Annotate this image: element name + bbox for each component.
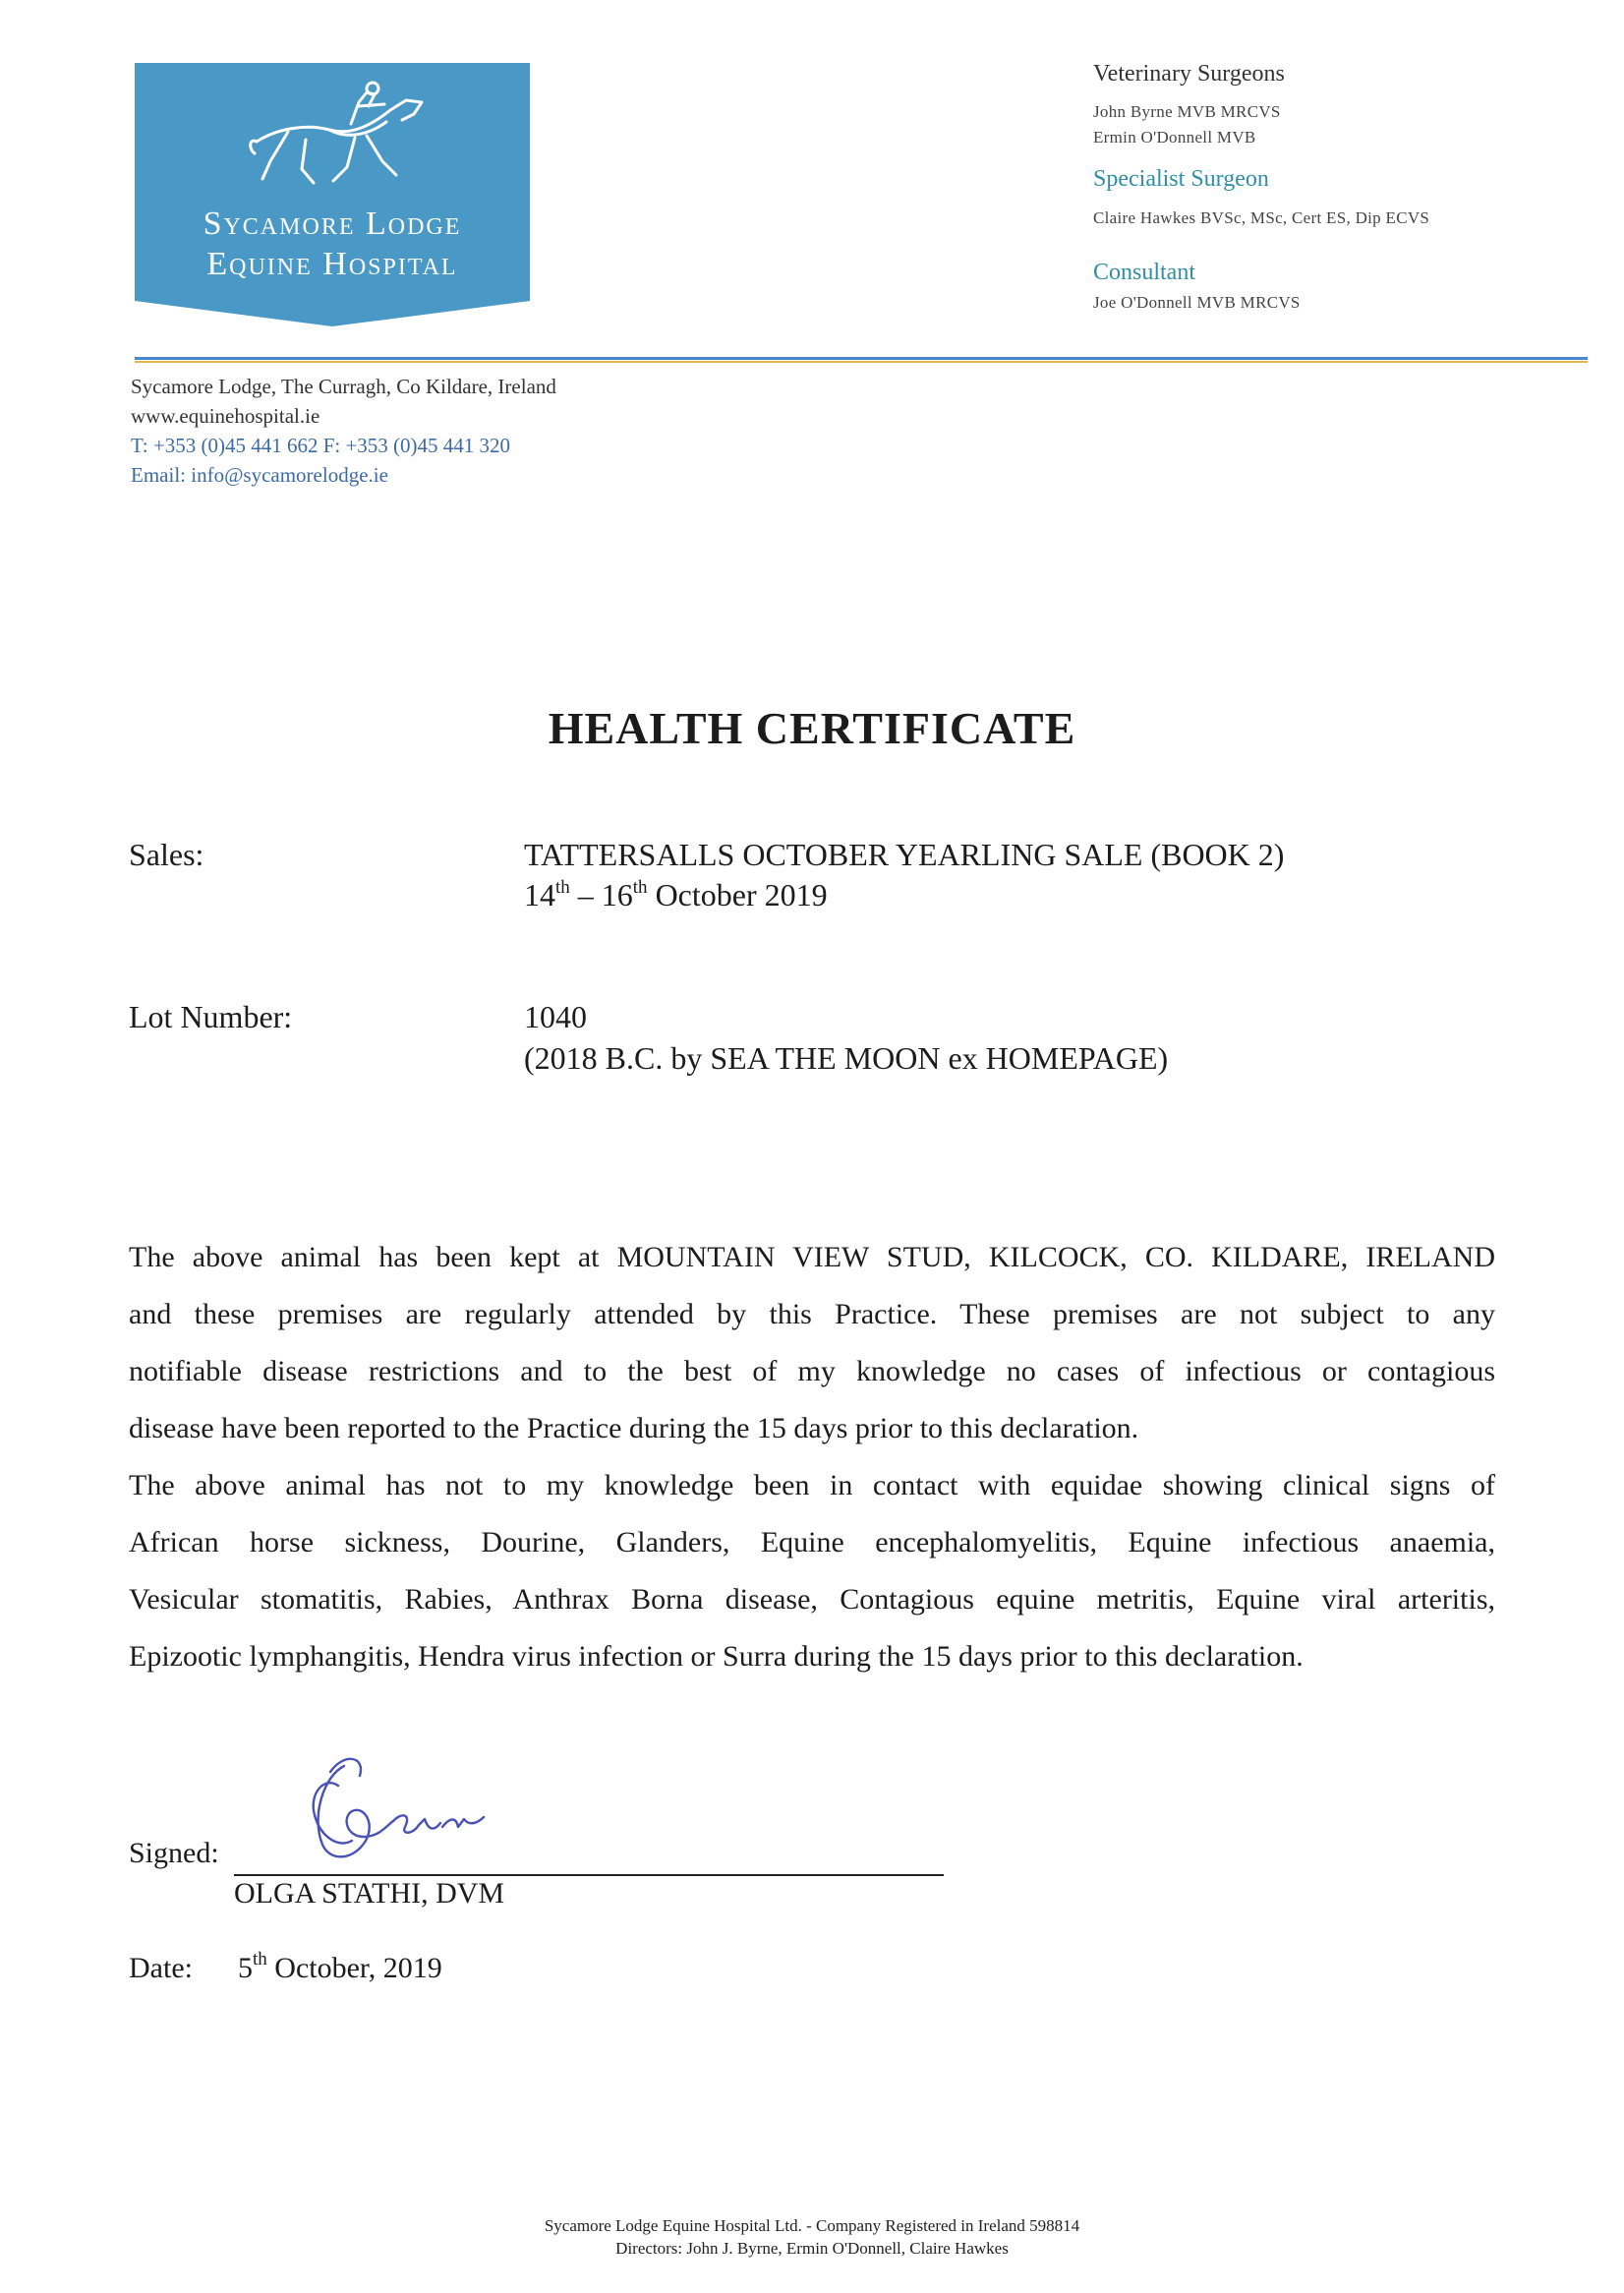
consultant-name: Joe O'Donnell MVB MRCVS: [1093, 293, 1301, 312]
date-label: Date:: [129, 1952, 193, 1984]
vets-heading: Veterinary Surgeons: [1093, 61, 1285, 87]
declaration-line: The above animal has not to my knowledge been in contact with equidae showing clinical signs of: [129, 1469, 1495, 1501]
document-title: HEALTH CERTIFICATE: [548, 703, 1076, 753]
lot-number: 1040: [524, 999, 587, 1034]
footer-company: Sycamore Lodge Equine Hospital Ltd. - Company Registered in Ireland 598814: [544, 2216, 1080, 2235]
declaration-line: and these premises are regularly attended by this Practice. These premises are not subject to any: [129, 1298, 1495, 1330]
declaration-line: disease have been reported to the Practice during the 15 days prior to this declaration.: [129, 1412, 1139, 1444]
declaration-line: Vesicular stomatitis, Rabies, Anthrax Borna disease, Contagious equine metritis, Equine viral arteritis,: [129, 1583, 1495, 1616]
signed-label: Signed:: [129, 1837, 219, 1869]
hospital-logo: [135, 63, 530, 326]
sales-label: Sales:: [129, 837, 204, 872]
header-divider: [135, 357, 1588, 360]
sales-dates: 14th – 16th October 2019: [524, 877, 828, 912]
logo-line-1: Sycamore Lodge: [203, 206, 462, 242]
signatory-name: OLGA STATHI, DVM: [234, 1877, 505, 1910]
logo-line-2: Equine Hospital: [206, 246, 458, 282]
specialist-heading: Specialist Surgeon: [1093, 166, 1269, 192]
declaration-line: notifiable disease restrictions and to the best of my knowledge no cases of infectious or contagious: [129, 1355, 1495, 1387]
declaration-line: Epizootic lymphangitis, Hendra virus infection or Surra during the 15 days prior to this declaration.: [129, 1640, 1304, 1673]
header-divider-accent: [135, 361, 1588, 363]
vet-name-1: John Byrne MVB MRCVS: [1093, 102, 1281, 121]
lot-description: (2018 B.C. by SEA THE MOON ex HOMEPAGE): [524, 1040, 1169, 1076]
email: Email: info@sycamorelodge.ie: [131, 463, 388, 487]
footer-directors: Directors: John J. Byrne, Ermin O'Donnell, Claire Hawkes: [615, 2239, 1009, 2258]
vet-name-2: Ermin O'Donnell MVB: [1093, 128, 1256, 147]
phone-fax: T: +353 (0)45 441 662 F: +353 (0)45 441 320: [131, 434, 511, 457]
racehorse-jockey-icon: [249, 81, 435, 189]
consultant-heading: Consultant: [1093, 260, 1196, 285]
handwritten-signature: [295, 1746, 511, 1874]
signature-date: 5th October, 2019: [238, 1949, 442, 1984]
declaration-line: The above animal has been kept at MOUNTAIN VIEW STUD, KILCOCK, CO. KILDARE, IRELAND: [129, 1241, 1495, 1273]
specialist-name: Claire Hawkes BVSc, MSc, Cert ES, Dip ECVS: [1093, 208, 1430, 227]
sales-name: TATTERSALLS OCTOBER YEARLING SALE (BOOK 2): [524, 837, 1285, 872]
lot-label: Lot Number:: [129, 999, 293, 1034]
declaration-line: African horse sickness, Dourine, Glanders, Equine encephalomyelitis, Equine infectious anaemia,: [129, 1526, 1495, 1558]
signature-line: [234, 1874, 944, 1876]
website: www.equinehospital.ie: [131, 404, 320, 428]
address-line: Sycamore Lodge, The Curragh, Co Kildare, Ireland: [131, 375, 556, 398]
